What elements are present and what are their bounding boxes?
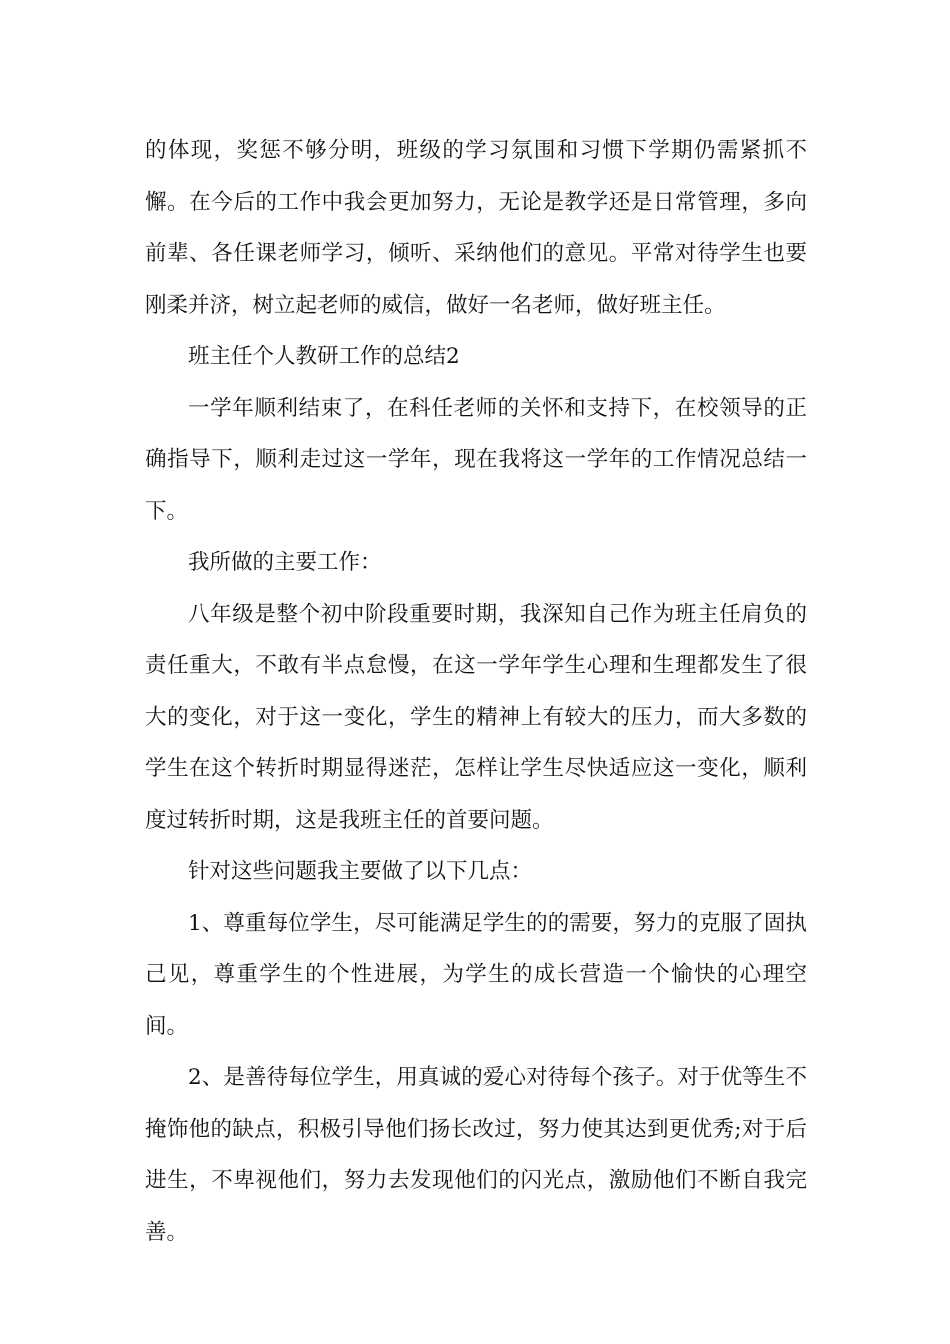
list-item-1: 1、尊重每位学生，尽可能满足学生的的需要，努力的克服了固执己见，尊重学生的个性进展，为学生的成长营造一个愉快的心理空间。	[145, 910, 807, 1039]
paragraph-intro: 一学年顺利结束了，在科任老师的关怀和支持下，在校领导的正确指导下，顺利走过这一学年，现在我将这一学年的工作情况总结一下。	[145, 395, 807, 524]
paragraph-main-work-label: 我所做的主要工作：	[188, 550, 382, 575]
document-body	[145, 125, 807, 1258]
paragraph-points-label: 针对这些问题我主要做了以下几点：	[188, 859, 533, 884]
section-heading: 班主任个人教研工作的总结2	[188, 344, 460, 369]
paragraph-continuation: 的体现，奖惩不够分明，班级的学习氛围和习惯下学期仍需紧抓不懈。在今后的工作中我会更加努力，无论是教学还是日常管理，多向前辈、各任课老师学习，倾听、采纳他们的意见。平常对待学生也要刚柔并济，树立起老师的威信，做好一名老师，做好班主任。	[145, 138, 807, 318]
paragraph-grade-eight: 八年级是整个初中阶段重要时期，我深知自己作为班主任肩负的责任重大，不敢有半点怠慢，在这一学年学生心理和生理都发生了很大的变化，对于这一变化，学生的精神上有较大的压力，而大多数的学生在这个转折时期显得迷茫，怎样让学生尽快适应这一变化，顺利度过转折时期，这是我班主任的首要问题。	[145, 601, 807, 833]
list-item-2: 2、是善待每位学生，用真诚的爱心对待每个孩子。对于优等生不掩饰他的缺点，积极引导他们扬长改过，努力使其达到更优秀;对于后进生，不卑视他们，努力去发现他们的闪光点，激励他们不断自我完善。	[145, 1065, 807, 1245]
